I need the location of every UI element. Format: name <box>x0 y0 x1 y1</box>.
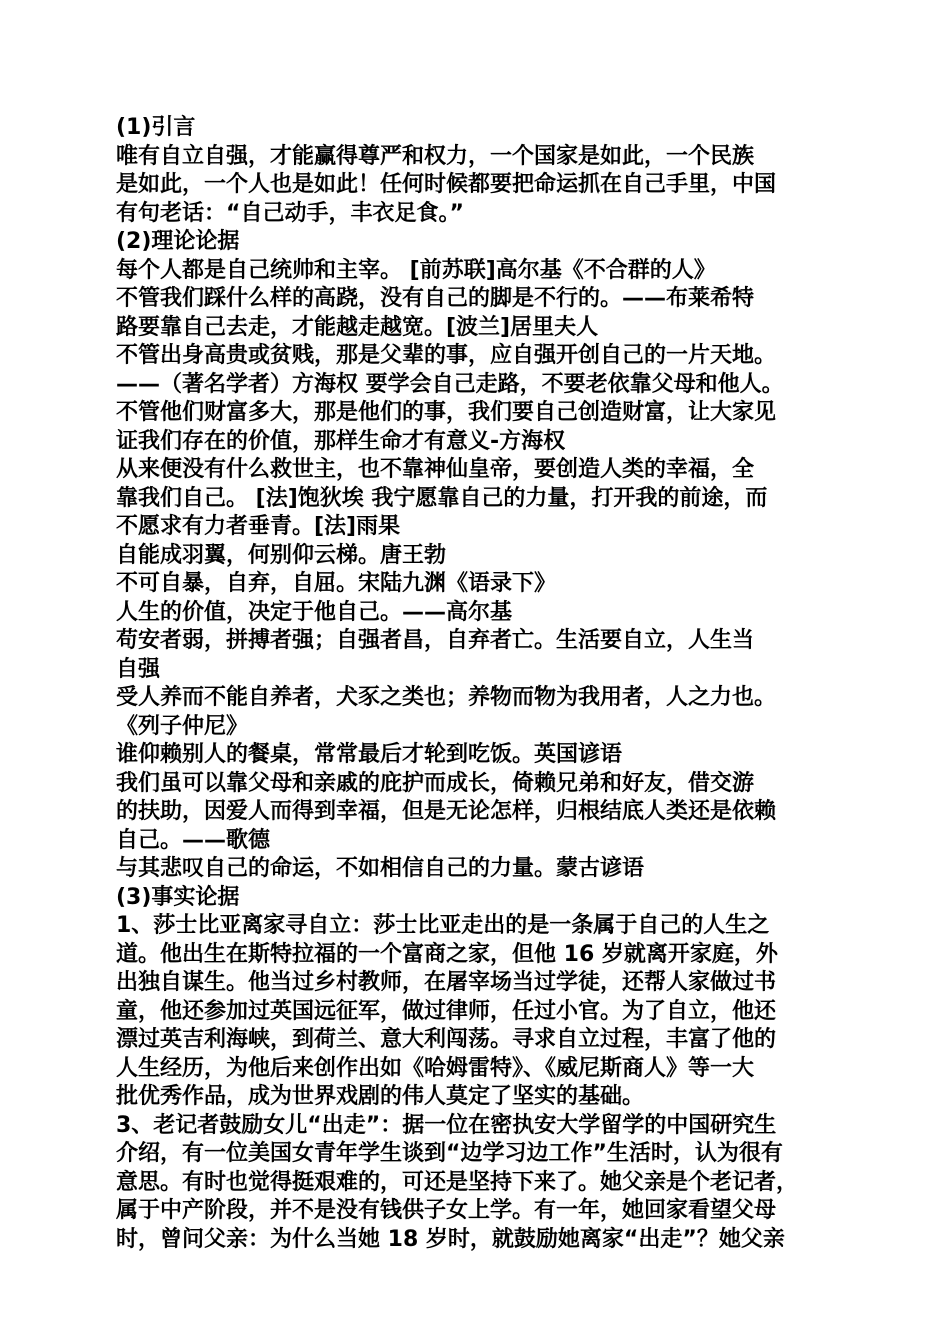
text-line-content: 时，曾问父亲：为什么当她 18 岁时，就鼓励她离家“出走”？她父亲 <box>116 1226 785 1252</box>
text-line <box>116 285 836 314</box>
text-line-content: 出独自谋生。他当过乡村教师，在屠宰场当过学徒，还帮人家做过书 <box>116 970 777 995</box>
text-line <box>116 1197 836 1226</box>
text-line-content: 每个人都是自己统帅和主宰。 [前苏联]高尔基《不合群的人》 <box>116 257 716 283</box>
text-line-content: 不管他们财富多大，那是他们的事，我们要自己创造财富，让大家见 <box>116 400 777 425</box>
text-line-content: 道。他出生在斯特拉福的一个富商之家，但他 16 岁就离开家庭，外 <box>116 941 778 967</box>
text-line-content: 人生经历，为他后来创作出如《哈姆雷特》、《威尼斯商人》等一大 <box>116 1055 755 1081</box>
text-line <box>116 684 836 713</box>
text-line <box>116 485 836 514</box>
text-line-content: 意思。有时也觉得挺艰难的，可还是坚持下来了。她父亲是个老记者， <box>116 1169 799 1195</box>
text-line <box>116 143 836 172</box>
text-line <box>116 342 836 371</box>
text-line <box>116 570 836 599</box>
text-line <box>116 200 836 229</box>
text-line <box>116 656 836 685</box>
text-line <box>116 941 836 970</box>
text-line-content: 1、莎士比亚离家寻自立：莎士比亚走出的是一条属于自己的人生之 <box>116 913 770 938</box>
text-line-content: (3)事实论据 <box>116 884 240 910</box>
text-line-content: 的扶助，因爱人而得到幸福，但是无论怎样，归根结底人类还是依赖 <box>116 799 777 824</box>
text-line-content: 唯有自立自强，才能赢得尊严和权力，一个国家是如此，一个民族 <box>116 143 755 169</box>
text-line-content: 不管我们踩什么样的高跷，没有自己的脚是不行的。——布莱希特 <box>116 286 755 311</box>
text-line <box>116 884 836 913</box>
text-line <box>116 798 836 827</box>
text-line-content: 靠我们自己。 [法]饱狄埃 我宁愿靠自己的力量，打开我的前途，而 <box>116 485 768 511</box>
text-line-content: 属于中产阶段，并不是没有钱供子女上学。有一年，她回家看望父母 <box>116 1198 777 1223</box>
text-line-content: 谁仰赖别人的餐桌，常常最后才轮到吃饭。英国谚语 <box>116 742 623 767</box>
text-line <box>116 428 836 457</box>
text-line <box>116 542 836 571</box>
text-line-content: 童，他还参加过英国远征军，做过律师，任过小官。为了自立，他还 <box>116 998 777 1024</box>
text-line-content: 受人养而不能自养者，犬豕之类也；养物而物为我用者，人之力也。 <box>116 685 777 710</box>
text-line-content: 证我们存在的价值，那样生命才有意义-方海权 <box>116 428 566 454</box>
text-line <box>116 171 836 200</box>
text-line-content: 批优秀作品，成为世界戏剧的伟人莫定了坚实的基础。 <box>116 1084 645 1109</box>
text-line <box>116 1112 836 1141</box>
text-line <box>116 399 836 428</box>
text-line-content: 不可自暴，自弃，自屈。宋陆九渊《语录下》 <box>116 571 557 596</box>
text-line <box>116 114 836 143</box>
text-line <box>116 827 836 856</box>
text-line-content: (1)引言 <box>116 115 196 140</box>
text-line-content: 3、老记者鼓励女儿“出走”：据一位在密执安大学留学的中国研究生 <box>116 1112 777 1138</box>
text-line-content: 自己。——歌德 <box>116 827 271 853</box>
text-line-content: ——（著名学者）方海权 要学会自己走路，不要老依靠父母和他人。 <box>116 371 784 397</box>
text-line <box>116 599 836 628</box>
text-line-content: 我们虽可以靠父母和亲戚的庇护而成长，倚赖兄弟和好友，借交游 <box>116 770 755 796</box>
text-line <box>116 1026 836 1055</box>
text-line <box>116 969 836 998</box>
text-line <box>116 1055 836 1084</box>
document-body <box>116 114 836 1254</box>
text-line <box>116 912 836 941</box>
text-line-content: 漂过英吉利海峡，到荷兰、意大利闯荡。寻求自立过程，丰富了他的 <box>116 1027 777 1052</box>
text-line <box>116 741 836 770</box>
text-line <box>116 713 836 742</box>
text-line-content: 有句老话：“自己动手，丰衣足食。” <box>116 200 464 226</box>
text-line <box>116 1169 836 1198</box>
text-line <box>116 371 836 400</box>
text-line <box>116 314 836 343</box>
text-line <box>116 1226 836 1255</box>
text-line-content: 自强 <box>116 656 161 682</box>
text-line <box>116 228 836 257</box>
text-line <box>116 855 836 884</box>
text-line <box>116 456 836 485</box>
text-line-content: 不管出身高贵或贫贱，那是父辈的事，应自强开创自己的一片天地。 <box>116 343 777 368</box>
text-line <box>116 627 836 656</box>
text-line <box>116 257 836 286</box>
text-line-content: 是如此，一个人也是如此！任何时候都要把命运抓在自己手里，中国 <box>116 172 777 197</box>
text-line <box>116 770 836 799</box>
text-line <box>116 1140 836 1169</box>
text-line-content: 苟安者弱，拼搏者强；自强者昌，自弃者亡。生活要自立，人生当 <box>116 628 755 653</box>
text-line-content: 不愿求有力者垂青。[法]雨果 <box>116 514 401 539</box>
text-line <box>116 998 836 1027</box>
text-line-content: (2)理论论据 <box>116 229 240 254</box>
text-line-content: 与其悲叹自己的命运，不如相信自己的力量。蒙古谚语 <box>116 856 645 881</box>
text-line-content: 介绍，有一位美国女青年学生谈到“边学习边工作”生活时，认为很有 <box>116 1141 783 1166</box>
text-line-content: 自能成羽翼，何别仰云梯。唐王勃 <box>116 542 447 568</box>
text-line-content: 《列子仲尼》 <box>116 713 249 739</box>
text-line-content: 人生的价值，决定于他自己。——高尔基 <box>116 599 513 625</box>
text-line <box>116 1083 836 1112</box>
text-line-content: 从来便没有什么救世主，也不靠神仙皇帝，要创造人类的幸福，全 <box>116 457 755 482</box>
text-line-content: 路要靠自己去走，才能越走越宽。[波兰]居里夫人 <box>116 314 599 340</box>
text-line <box>116 513 836 542</box>
